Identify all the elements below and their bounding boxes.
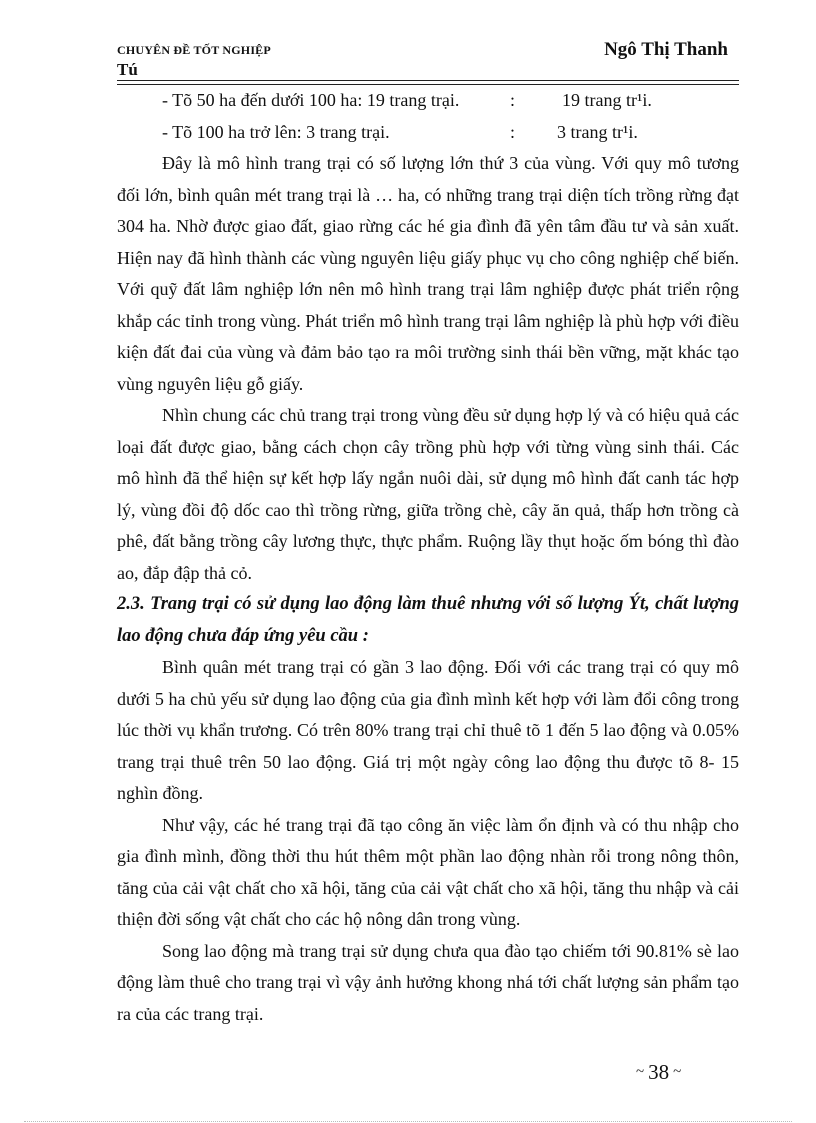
list-item-separator: : <box>510 121 516 142</box>
paragraph-labor-average: Bình quân mét trang trại có gần 3 lao động. Đối với các trang trại có quy mô dưới 5 ha chủ yếu sử dụng lao động của gia đình mình kết hợp với làm đổi công trong lúc thời vụ khẩn trương. Có trên 80% trang trại chỉ thuê tõ 1 đến 5 lao động và 0.05% trang trại thuê trên 50 lao động. Giá trị một ngày công lao động thu được tõ 8- 15 nghìn đồng. <box>117 657 739 803</box>
document-body <box>117 85 739 1030</box>
page-footer <box>636 1060 681 1085</box>
ornament-right-icon: ~ <box>673 1064 682 1080</box>
ornament-left-icon: ~ <box>636 1064 645 1080</box>
header-title: CHUYÊN ĐỀ TỐT NGHIỆP <box>117 43 271 57</box>
list-item-value: 3 trang tr¹i. <box>557 121 638 142</box>
list-item-label: - Tõ 50 ha đến dưới 100 ha: 19 trang trại. <box>162 90 460 110</box>
header-title-continued: Tú <box>117 60 138 79</box>
section-heading: 2.3. Trang trại có sử dụng lao động làm thuê nhưng với số lượng Ýt, chất lượng lao động chưa đáp ứng yêu cầu : <box>117 594 739 646</box>
paragraph-land-use: Nhìn chung các chủ trang trại trong vùng đều sử dụng hợp lý và có hiệu quả các loại đất được giao, bằng cách chọn cây trồng phù hợp với từng vùng sinh thái. Các mô hình đã thể hiện sự kết hợp lấy ngắn nuôi dài, sử dụng mô hình đất canh tác hợp lý, vùng đồi độ dốc cao thì trồng rừng, giữa trồng chè, cây ăn quả, thấp hơn trồng cà phê, đất bằng trồng cây lương thực, thực phẩm. Ruộng lầy thụt hoặc ốm bóng thì đào ao, đắp đập thả cỏ. <box>117 405 739 583</box>
paragraph-forestry-model: Đây là mô hình trang trại có số lượng lớn thứ 3 của vùng. Với quy mô tương đối lớn, bình quân mét trang trại là … ha, có những trang trại diện tích trồng rừng đạt 304 ha. Nhờ được giao đất, giao rừng các hé gia đình đã yên tâm đầu tư và sản xuất. Hiện nay đã hình thành các vùng nguyên liệu giấy phục vụ cho công nghiệp chế biến. Với quỹ đất lâm nghiệp lớn nên mô hình trang trại lâm nghiệp được phát triển rộng khắp các tỉnh trong vùng. Phát triển mô hình trang trại lâm nghiệp là phù hợp với điều kiện đất đai của vùng và đảm bảo tạo ra môi trường sinh thái bền vững, mặt khác tạo vùng nguyên liệu gỗ giấy. <box>117 153 739 394</box>
page-bottom-divider <box>24 1121 792 1122</box>
paragraph-labor-training: Song lao động mà trang trại sử dụng chưa qua đào tạo chiếm tới 90.81% sè lao động làm thuê cho trang trại vì vậy ảnh hưởng khong nhá tới chất lượng sản phẩm tạo ra của các trang trại. <box>117 940 739 1024</box>
header-divider <box>117 80 739 81</box>
list-item <box>117 85 739 117</box>
page-number: 38 <box>648 1060 670 1084</box>
list-item-label: - Tõ 100 ha trở lên: 3 trang trại. <box>162 121 390 142</box>
paragraph-employment: Như vậy, các hé trang trại đã tạo công ăn việc làm ổn định và có thu nhập cho gia đình mình, đồng thời thu hút thêm một phần lao động nhàn rỗi trong nông thôn, tăng của cải vật chất cho xã hội, tăng của cải vật chất cho xã hội, tăng thu nhập và cải thiện đời sống vật chất cho các hộ nông dân trong vùng. <box>117 814 739 929</box>
list-item <box>117 117 739 149</box>
list-item-separator: : <box>510 90 516 110</box>
header-author: Ngô Thị Thanh <box>604 39 728 60</box>
list-item-value: 19 trang tr¹i. <box>562 90 652 110</box>
